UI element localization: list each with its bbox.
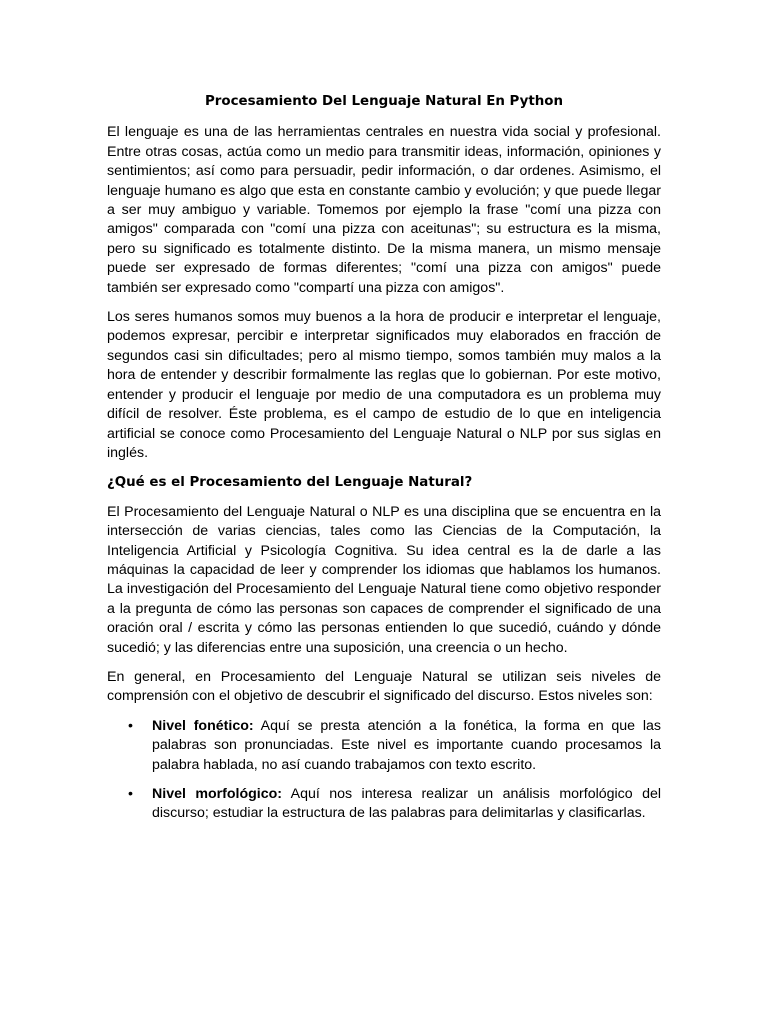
list-item: [107, 717, 661, 775]
level-description: Aquí se presta atención a la fonética, la forma en que las palabras son pronunciadas. Este nivel es importante cuando procesamos la palabra hablada, no así cuando trabajamos con texto escrito.: [152, 717, 661, 773]
document-page: [107, 92, 661, 834]
list-item: [107, 785, 661, 824]
paragraph-levels-intro: En general, en Procesamiento del Lenguaje Natural se utilizan seis niveles de comprensión con el objetivo de descubrir el significado del discurso. Estos niveles son:: [107, 668, 661, 705]
document-title: Procesamiento Del Lenguaje Natural En Python: [204, 94, 564, 109]
paragraph-humans: Los seres humanos somos muy buenos a la hora de producir e interpretar el lenguaje, podemos expresar, percibir e interpretar significados muy elaborados en fracción de segundos casi sin dificultades; pero al mismo tiempo, somos también muy malos a la hora de entender y describir formalmente las reglas que lo gobiernan. Por este motivo, entender y producir el lenguaje por medio de una computadora es un problema muy difícil de resolver. Éste problema, es el campo de estudio de lo que en inteligencia artificial se conoce como Procesamiento del Lenguaje Natural o NLP por sus siglas en inglés.: [107, 309, 661, 461]
bullet-icon: •: [128, 786, 133, 802]
level-term: Nivel morfológico:: [152, 786, 283, 802]
levels-list: [107, 717, 661, 824]
level-description: Aquí nos interesa realizar un análisis morfológico del discurso; estudiar la estructura de las palabras para delimitarlas y clasificarlas.: [152, 786, 662, 822]
bullet-icon: •: [128, 717, 133, 734]
section-heading: ¿Qué es el Procesamiento del Lenguaje Natural?: [107, 475, 473, 491]
paragraph-intro: El lenguaje es una de las herramientas centrales en nuestra vida social y profesional. Entre otras cosas, actúa como un medio para transmitir ideas, información, opiniones y sentimientos; así como para persuadir, pedir información, o dar ordenes. Asimismo, el lenguaje humano es algo que esta en constante cambio y evolución; y que puede llegar a ser muy ambiguo y variable. Tomemos por ejemplo la frase "comí una pizza con amigos" comparada con "comí una pizza con aceitunas"; su estructura es la misma, pero su significado es totalmente distinto. De la misma manera, un mismo mensaje puede ser expresado de formas diferentes; "comí una pizza con amigos" puede también ser expresado como "compartí una pizza con amigos".: [107, 124, 661, 296]
level-term: Nivel fonético:: [152, 717, 254, 734]
paragraph-definition: El Procesamiento del Lenguaje Natural o NLP es una disciplina que se encuentra en la intersección de varias ciencias, tales como las Ciencias de la Computación, la Inteligencia Artificial y Psicología Cognitiva. Su idea central es la de darle a las máquinas la capacidad de leer y comprender los idiomas que hablamos los humanos. La investigación del Procesamiento del Lenguaje Natural tiene como objetivo responder a la pregunta de cómo las personas son capaces de comprender el significado de una oración oral / escrita y cómo las personas entienden lo que sucedió, cuándo y dónde sucedió; y las diferencias entre una suposición, una creencia o un hecho.: [107, 503, 661, 656]
